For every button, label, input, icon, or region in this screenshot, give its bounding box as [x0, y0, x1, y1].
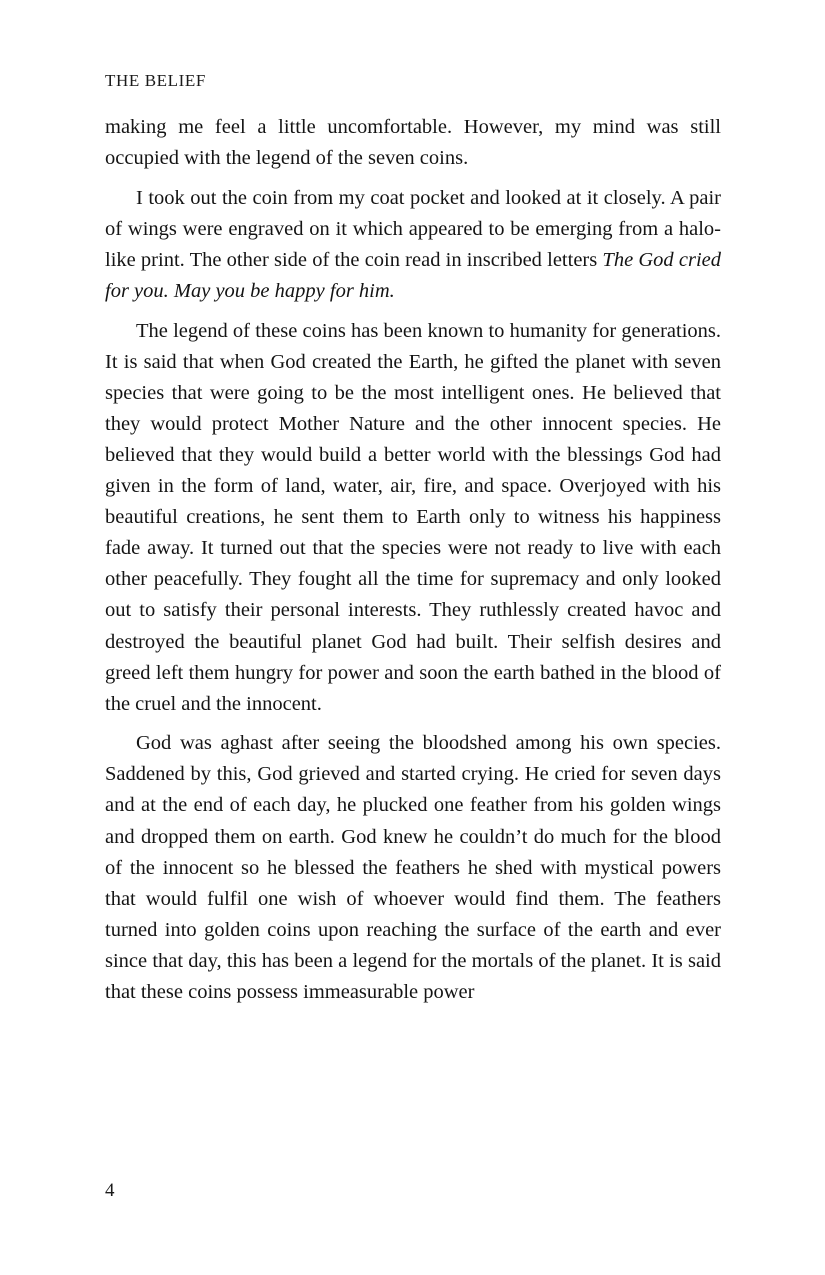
- page-number: 4: [105, 1180, 115, 1201]
- paragraph: [105, 112, 721, 174]
- paragraph-text: The legend of these coins has been known to humanity for generations. It is said that when God created the Earth, he gifted the planet with seven species that were going to be the most intelligent ones. He believed that they would protect Mother Nature and the other innocent species. He believed that they would build a better world with the blessings God had given in the form of land, water, air, fire, and space. Overjoyed with his beautiful creations, he sent them to Earth only to witness his happiness fade away. It turned out that the species were not ready to live with each other peacefully. They fought all the time for supremacy and only looked out to satisfy their personal interests. They ruthlessly created havoc and destroyed the beautiful planet God had built. Their selfish desires and greed left them hungry for power and soon the earth bathed in the blood of the cruel and the innocent.: [105, 319, 721, 715]
- paragraph: [105, 728, 721, 1008]
- paragraph-text: God was aghast after seeing the bloodshed among his own species. Saddened by this, God grieved and started crying. He cried for seven days and at the end of each day, he plucked one feather from his golden wings and dropped them on earth. God knew he couldn’t do much for the blood of the innocent so he blessed the feathers he shed with mystical powers that would fulfil one wish of whoever would find them. The feathers turned into golden coins upon reaching the surface of the earth and ever since that day, this has been a legend for the mortals of the planet. It is said that these coins possess immeasurable power: [105, 732, 721, 1004]
- running-header: THE BELIEF: [105, 71, 206, 90]
- paragraph: [105, 316, 721, 720]
- paragraph-text: making me feel a little uncomfortable. However, my mind was still occupied with the legend of the seven coins.: [105, 116, 721, 170]
- body-text: [105, 112, 721, 1008]
- paragraph-text: I took out the coin from my coat pocket and looked at it closely. A pair of wings were engraved on it which appeared to be emerging from a halo-like print. The other side of the coin read in inscribed letters: [105, 186, 721, 271]
- paragraph: [105, 183, 721, 307]
- inscription-italic-text: The God cried for you. May you be happy for him.: [105, 248, 721, 302]
